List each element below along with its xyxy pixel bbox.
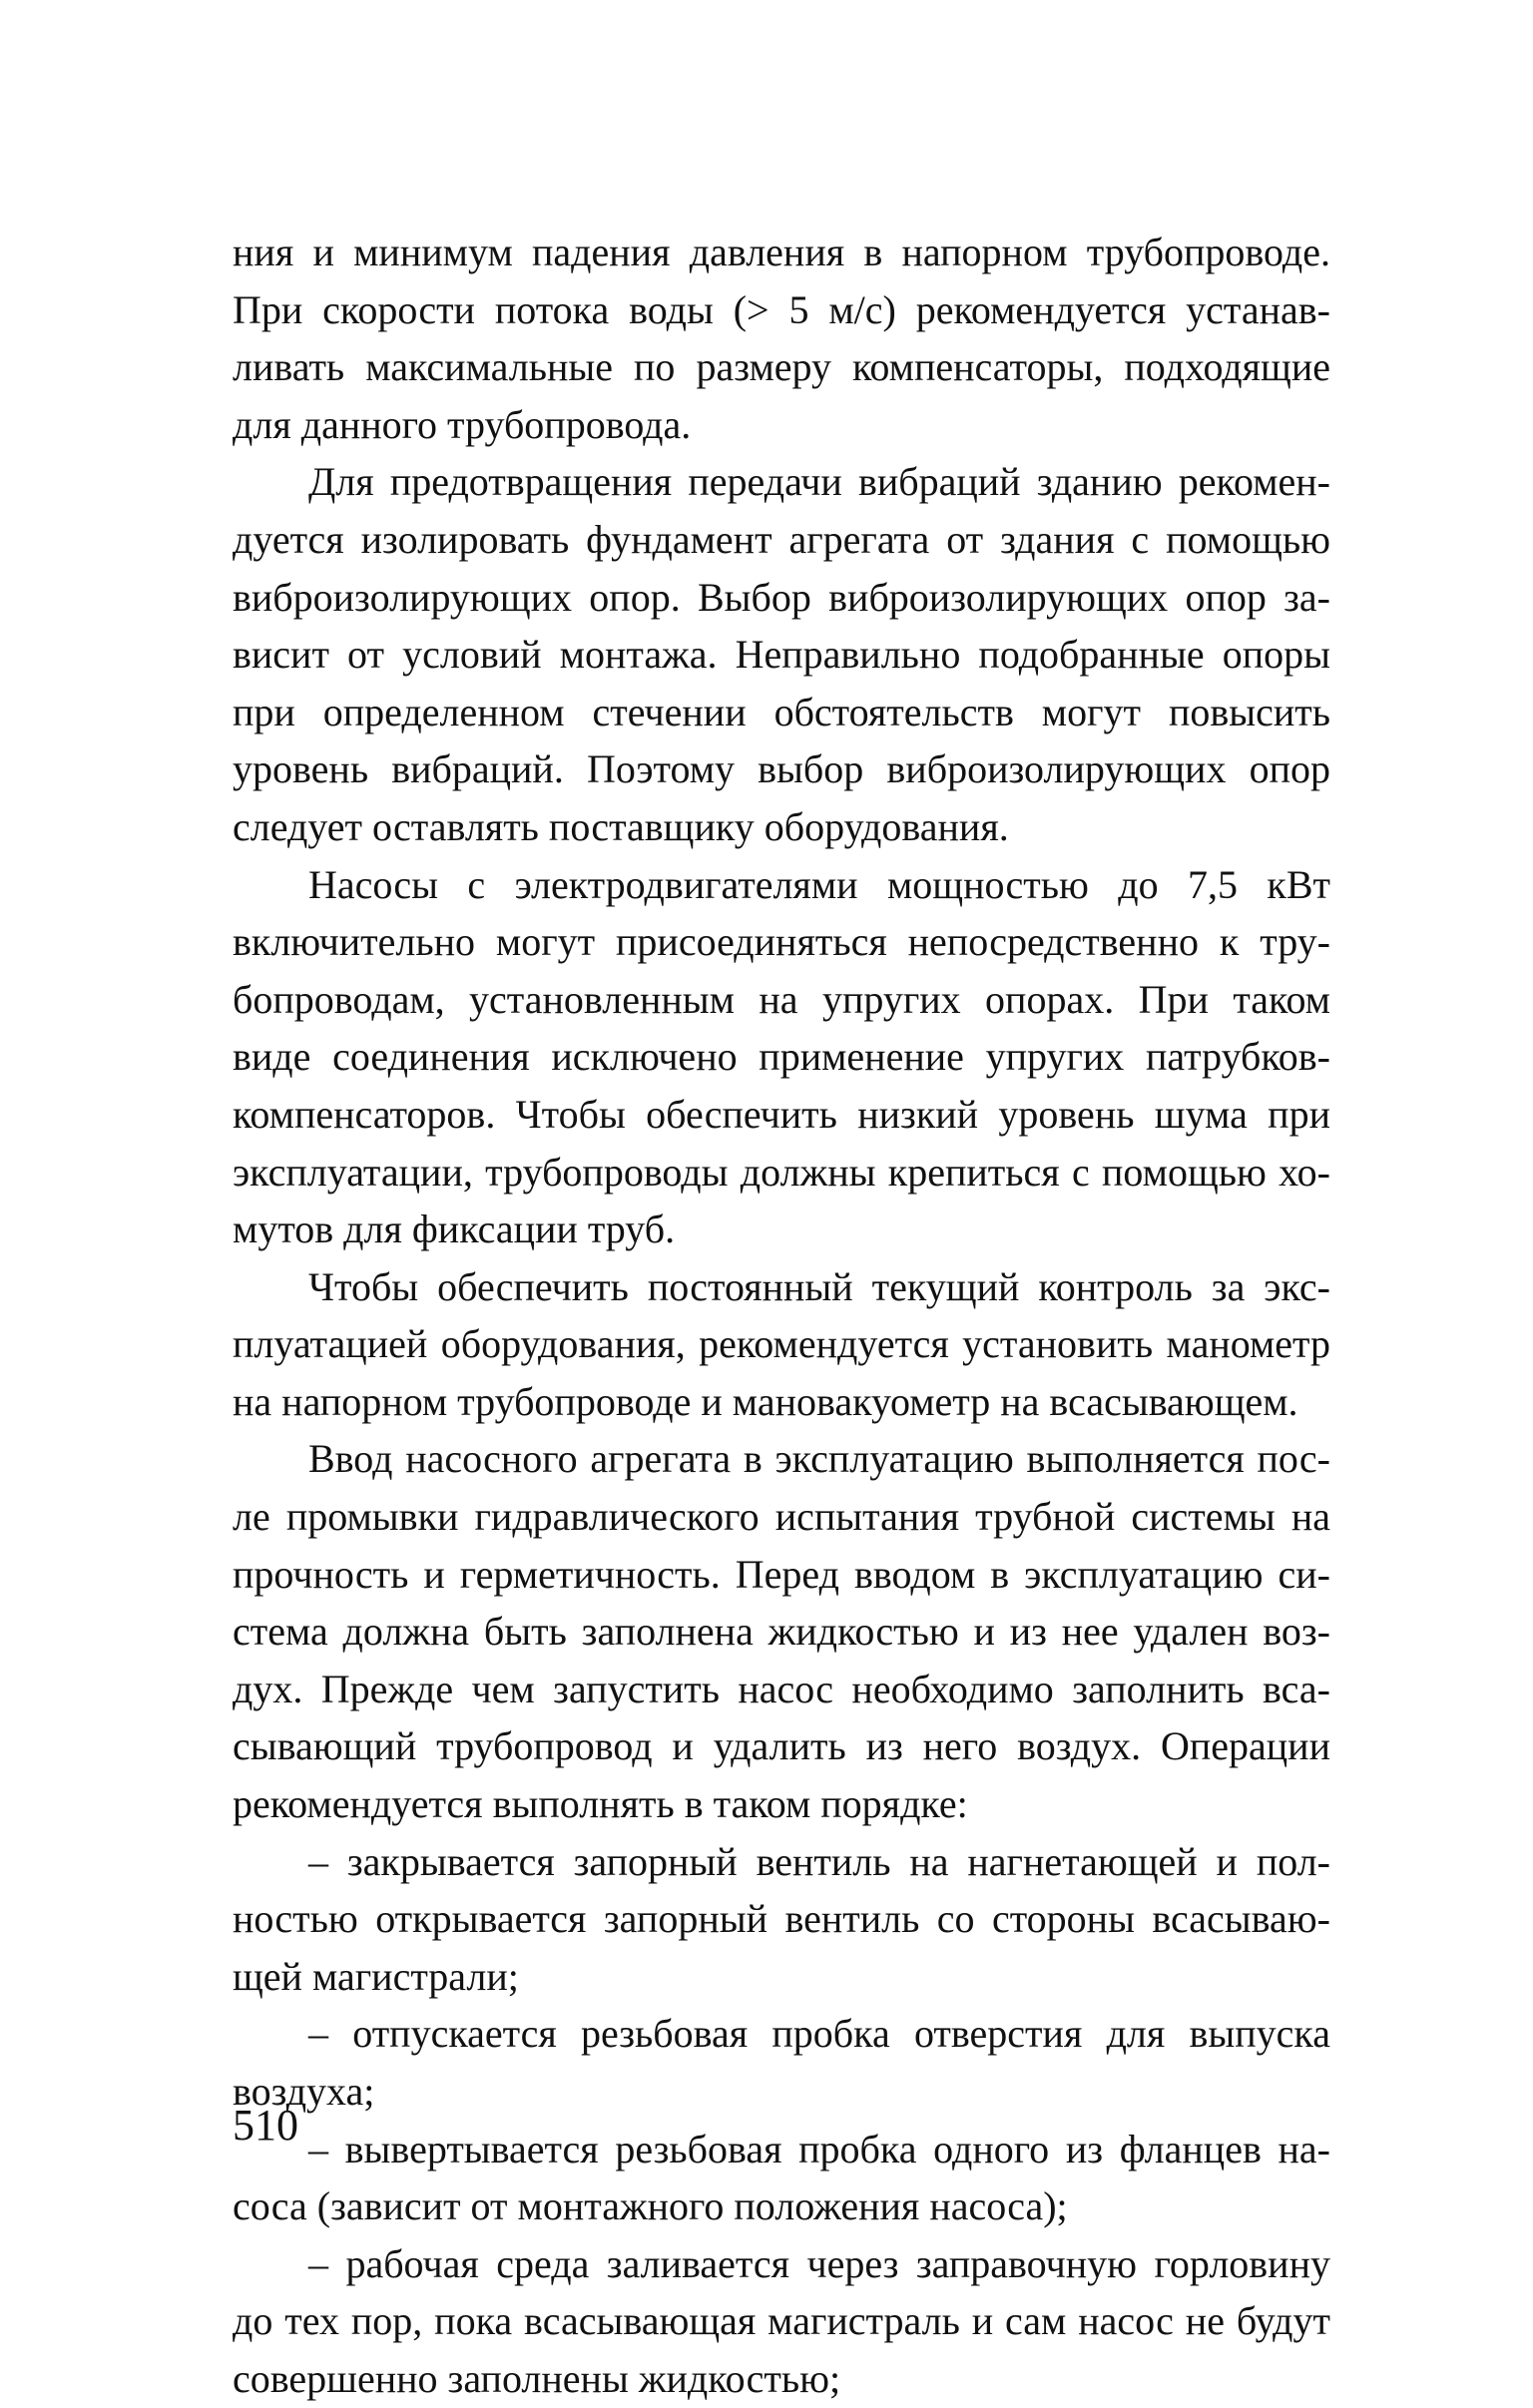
page-number: 510 [233, 2101, 298, 2150]
paragraph-pressure-monitoring: Чтобы обеспечить постоянный текущий контроль за эксплуатацией оборудования, рекомендуется установить манометр на напорном трубопроводе и мановакуометр на всасывающем. [233, 1263, 1330, 1424]
list-item-valve: – закрывается запорный вентиль на нагнетающей и полностью открывается запорный вентиль со стороны всасывающей магистрали; [233, 1838, 1330, 1999]
list-item-flange-plug: – вывертывается резьбовая пробка одного из фланцев насоса (зависит от монтажного положения насоса); [233, 2126, 1330, 2229]
paragraph-vibration-isolation: Для предотвращения передачи вибраций зданию рекомендуется изолировать фундамент агрегата от здания с помощью виброизолирующих опор. Выбор виброизолирующих опор зависит от условий монтажа. Неправильно подобранные опоры при определенном стечении обстоятельств могут повысить уровень вибраций. Поэтому выбор виброизолирующих опор следует оставлять поставщику оборудования. [233, 459, 1330, 849]
list-item-filling: – рабочая среда заливается через заправочную горловину до тех пор, пока всасывающая магистраль и сам насос не будут совершенно заполнены жидкостью; [233, 2240, 1330, 2401]
paragraph-commissioning: Ввод насосного агрегата в эксплуатацию выполняется после промывки гидравлического испытания трубной системы на прочность и герметичность. Перед вводом в эксплуатацию система должна быть заполнена жидкостью и из нее удален воздух. Прежде чем запустить насос необходимо заполнить всасывающий трубопровод и удалить из него воздух. Операции рекомендуется выполнять в таком порядке: [233, 1436, 1330, 1827]
page-body [233, 224, 1330, 2408]
paragraph-pump-connection: Насосы с электродвигателями мощностью до 7,5 кВт включительно могут присоединяться непосредственно к трубопроводам, установленным на упругих опорах. При таком виде соединения исключено применение упругих патрубков-компенсаторов. Чтобы обеспечить низкий уровень шума при эксплуатации, трубопроводы должны крепиться с помощью хомутов для фиксации труб. [233, 861, 1330, 1252]
paragraph-continuation: ния и минимум падения давления в напорном трубопроводе. При скорости потока воды (> 5 м/с) рекомендуется устанавливать максимальные по размеру компенсаторы, подходящие для данного трубопровода. [233, 230, 1330, 447]
list-item-air-plug: – отпускается резьбовая пробка отверстия для выпуска воздуха; [233, 2011, 1330, 2114]
